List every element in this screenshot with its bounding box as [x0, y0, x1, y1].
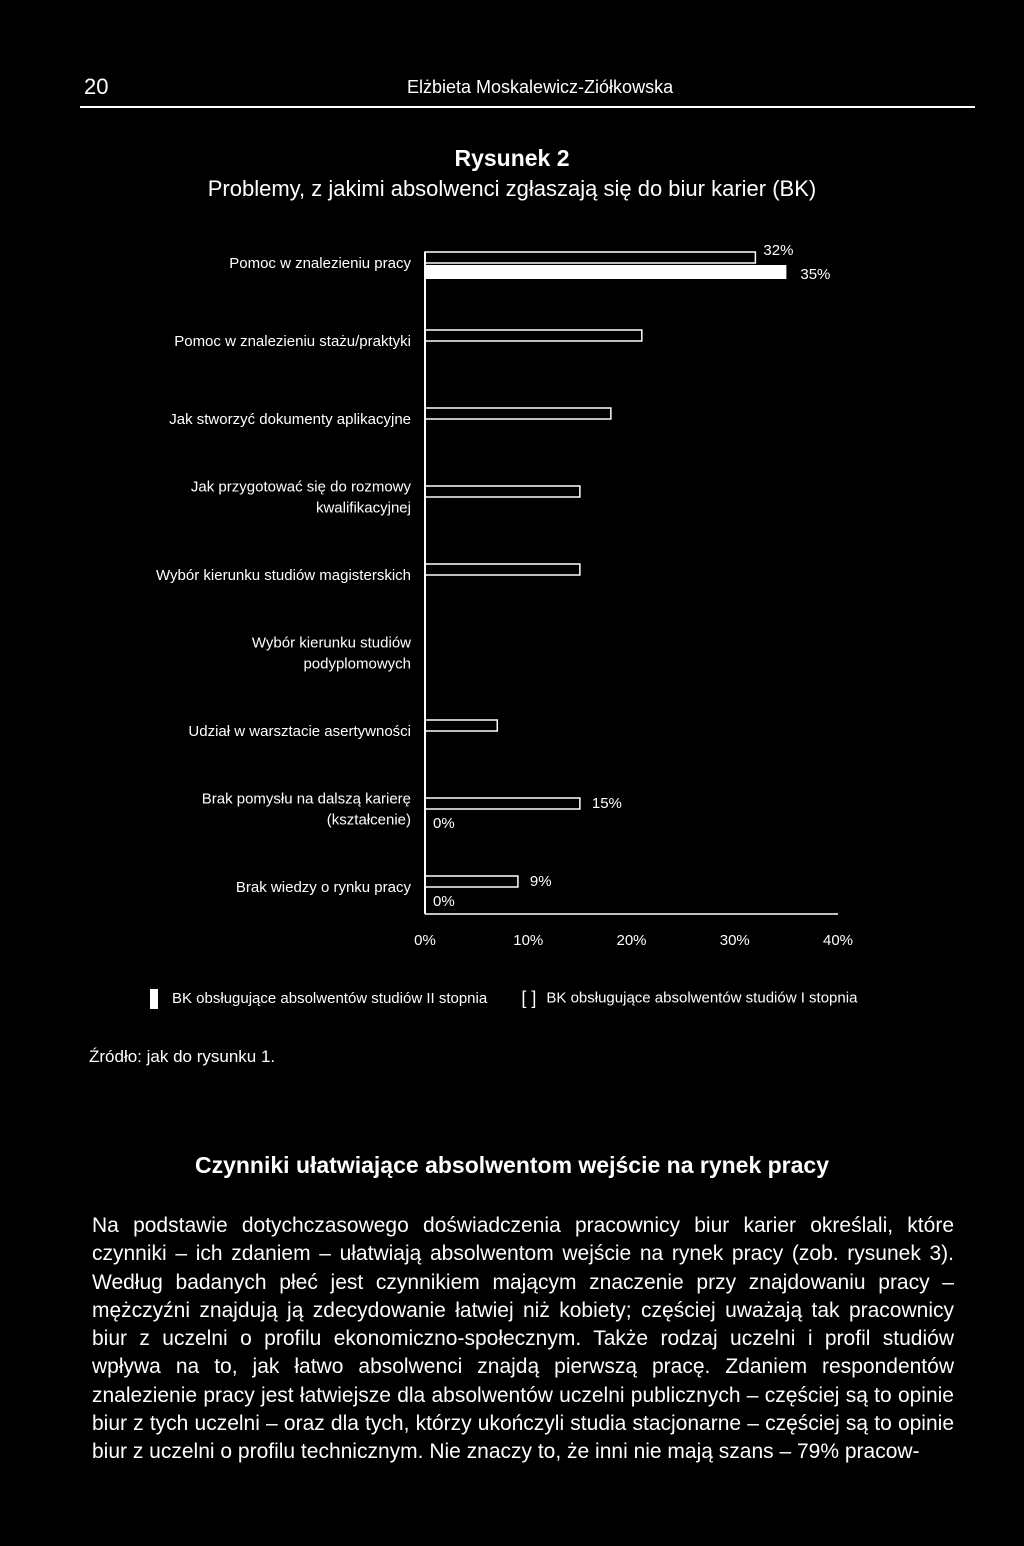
- value-label-second-degree: 0%: [433, 815, 455, 832]
- category-label: Jak stworzyć dokumenty aplikacyjne: [169, 411, 411, 428]
- value-label-first-degree: 9%: [529, 873, 552, 890]
- bar-first-degree: [425, 720, 497, 731]
- x-tick-label: 0%: [414, 932, 436, 949]
- legend: [150, 988, 879, 1009]
- bar-first-degree: [425, 798, 580, 809]
- category-label: (kształcenie): [326, 811, 411, 829]
- category-label: podyplomowych: [303, 655, 411, 673]
- legend-label-first-degree: BK obsługujące absolwentów studiów I stopnia: [546, 989, 858, 1007]
- x-tick-label: 40%: [822, 932, 854, 949]
- category-label: kwalifikacyjnej: [315, 499, 411, 517]
- bars: [425, 252, 786, 887]
- category-label: Jak przygotować się do rozmowy: [190, 478, 411, 496]
- axes: [414, 252, 853, 949]
- bar-first-degree: [425, 564, 580, 575]
- running-header: Elżbieta Moskalewicz-Ziółkowska: [407, 77, 674, 97]
- bar-first-degree: [425, 876, 518, 887]
- figure-title: Problemy, z jakimi absolwenci zgłaszają się do biur karier (BK): [207, 176, 817, 201]
- bar-first-degree: [425, 486, 580, 497]
- bar-first-degree: [425, 252, 755, 263]
- x-tick-label: 10%: [513, 932, 544, 949]
- value-label-second-degree: 0%: [433, 893, 455, 910]
- bar-first-degree: [425, 330, 642, 341]
- figure-source: Źródło: jak do rysunku 1.: [89, 1047, 276, 1066]
- legend-open-swatch: [ ]: [521, 988, 537, 1008]
- category-labels: [156, 255, 411, 896]
- bar-first-degree: [425, 408, 611, 419]
- legend-solid-swatch: [150, 989, 158, 1009]
- value-label-first-degree: 15%: [591, 795, 622, 812]
- legend-label-second-degree: BK obsługujące absolwentów studiów II stopnia: [172, 989, 488, 1007]
- legend-item-second-degree: [150, 989, 487, 1009]
- x-tick-label: 30%: [719, 932, 750, 949]
- category-label: Wybór kierunku studiów: [251, 634, 411, 652]
- category-label: Pomoc w znalezieniu stażu/praktyki: [174, 333, 411, 350]
- legend-item-first-degree: [513, 988, 857, 1009]
- category-label: Brak pomysłu na dalszą karierę: [201, 790, 411, 808]
- body-paragraph: Na podstawie dotychczasowego doświadczenia pracownicy biur karier określali, które czynniki – ich zdaniem – ułatwiają absolwentom wejście na rynek pracy (zob. rysunek 3). Według badanych płeć jest czynnikiem mającym znaczenie przy znajdowaniu pracy – mężczyźni znajdują ją zdecydowanie łatwiej niż kobiety; częściej uważają tak pracownicy biur z uczelni o profilu ekonomiczno-społecznym. Także rodzaj uczelni i profil studiów wpływa na to, jak łatwo absolwenci znajdą pierwszą pracę. Zdaniem respondentów znalezienie pracy jest łatwiejsze dla absolwentów uczelni publicznych – częściej są to opinie biur z tych uczelni – oraz dla tych, którzy ukończyli studia stacjonarne – częściej są to opinie biur z uczelni o profilu technicznym. Nie znaczy to, że inni nie mają szans – 79% pracow-: [92, 1214, 954, 1464]
- category-label: Wybór kierunku studiów magisterskich: [156, 567, 411, 584]
- section-heading: Czynniki ułatwiające absolwentom wejście na rynek pracy: [194, 1152, 830, 1178]
- category-label: Pomoc w znalezieniu pracy: [229, 255, 411, 272]
- x-tick-label: 20%: [616, 932, 647, 949]
- value-labels: [433, 242, 830, 910]
- figure-label: Rysunek 2: [454, 145, 570, 171]
- bar-second-degree: [425, 265, 786, 279]
- category-label: Udział w warsztacie asertywności: [188, 723, 411, 740]
- value-label-first-degree: 32%: [763, 242, 794, 259]
- category-label: Brak wiedzy o rynku pracy: [235, 879, 411, 896]
- page-number: 20: [84, 74, 109, 99]
- value-label-second-degree: 35%: [800, 266, 831, 283]
